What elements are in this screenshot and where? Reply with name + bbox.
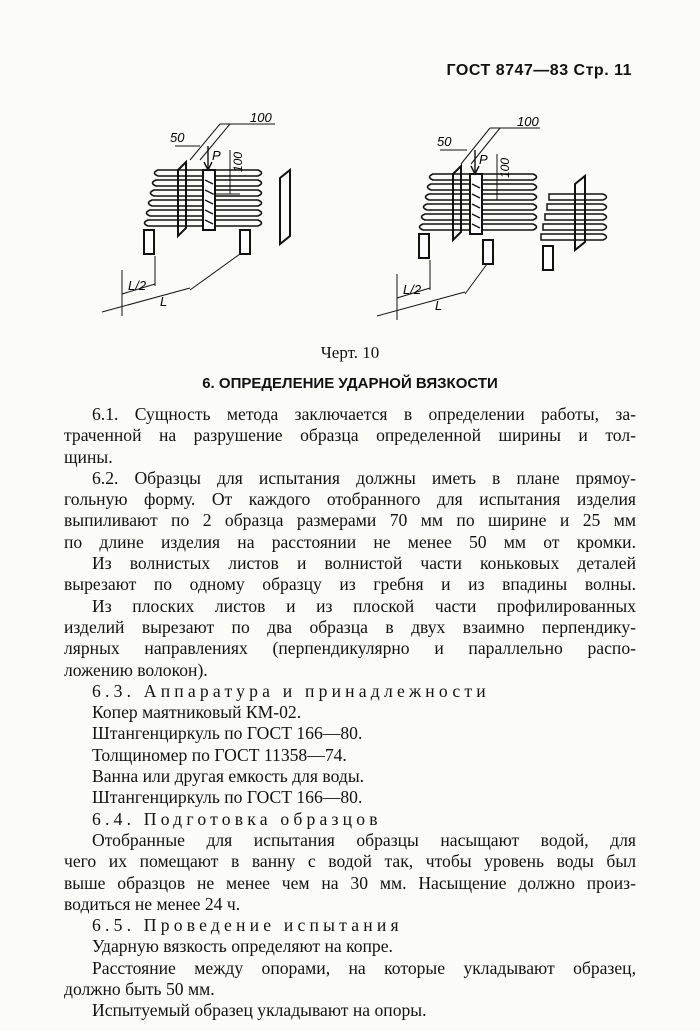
text-line: 6.2. Образцы для испытания должны иметь в плане прямоу-	[92, 467, 636, 488]
text-line: чего их помещают в ванну с водой так, чтобы уровень воды был	[64, 851, 636, 872]
load-p-label: P	[479, 152, 488, 167]
text-line: гольную форму. От каждого отобранного для испытания изделия	[64, 489, 636, 510]
text-line: водиться не менее 24 ч.	[64, 893, 241, 914]
dim-100-side-label: 100	[231, 151, 245, 172]
subsection-heading: 6.3. Аппаратура и принадлежности	[92, 680, 490, 701]
text-line: выпиливают по 2 образца размерами 70 мм по ширине и 25 мм	[64, 510, 636, 531]
text-line: вырезают по одному образцу из гребня и из впадины волны.	[64, 574, 636, 595]
section-body	[64, 404, 636, 1022]
text-line: лярных направлениях (перпендикулярно и параллельно распо-	[64, 638, 636, 659]
figure-caption: Черт. 10	[320, 343, 380, 362]
text-line: по длине изделия на расстоянии не менее 50 мм от кромки.	[64, 531, 636, 552]
page-header: ГОСТ 8747—83 Стр. 11	[446, 62, 632, 79]
text-line: ложению волокон).	[64, 659, 208, 680]
text-line: Ударную вязкость определяют на копре.	[92, 936, 393, 957]
text-line: Из плоских листов и из плоской части профилированных	[92, 595, 636, 616]
subsection-heading: 6.4. Подготовка образцов	[92, 808, 382, 829]
text-line: Толщиномер по ГОСТ 11358—74.	[92, 744, 347, 765]
text-line: должно быть 50 мм.	[64, 979, 215, 1000]
dim-l2-label: L/2	[128, 278, 147, 293]
dim-50-label: 50	[170, 130, 185, 145]
dim-100-side-label: 100	[498, 157, 512, 178]
load-p-label: P	[212, 148, 221, 163]
text-line: изделий вырезают по два образца в двух взаимно перпендику-	[64, 616, 636, 637]
text-line: Из волнистых листов и волнистой части коньковых деталей	[92, 553, 636, 574]
dim-l-label: L	[435, 298, 443, 313]
figure-10	[100, 110, 620, 335]
subsection-heading: 6.5. Проведение испытания	[92, 915, 403, 936]
text-line: щины.	[64, 446, 113, 467]
right-diagram	[377, 114, 607, 320]
dim-100-label: 100	[250, 110, 272, 125]
text-line: Штангенциркуль по ГОСТ 166—80.	[92, 723, 363, 744]
text-line: Испытуемый образец укладывают на опоры.	[92, 1000, 427, 1021]
text-line: выше образцов не менее чем на 30 мм. Насыщение должно произ-	[64, 872, 636, 893]
text-line: Отобранные для испытания образцы насыщают водой, для	[92, 829, 636, 850]
text-line: Копер маятниковый КМ-02.	[92, 702, 302, 723]
text-line: траченной на разрушение образца определенной ширины и тол-	[64, 425, 636, 446]
text-line: Ванна или другая емкость для воды.	[92, 766, 365, 787]
left-diagram	[102, 110, 290, 316]
dim-l-label: L	[160, 294, 168, 309]
dim-50-label: 50	[437, 134, 452, 149]
dim-l2-label: L/2	[403, 282, 422, 297]
text-line: 6.1. Сущность метода заключается в определении работы, за-	[92, 404, 636, 424]
dim-100-label: 100	[517, 114, 539, 129]
text-line: Штангенциркуль по ГОСТ 166—80.	[92, 787, 363, 808]
text-line: Расстояние между опорами, на которые укладывают образец,	[92, 957, 636, 978]
section-title: 6. ОПРЕДЕЛЕНИЕ УДАРНОЙ ВЯЗКОСТИ	[202, 375, 498, 392]
